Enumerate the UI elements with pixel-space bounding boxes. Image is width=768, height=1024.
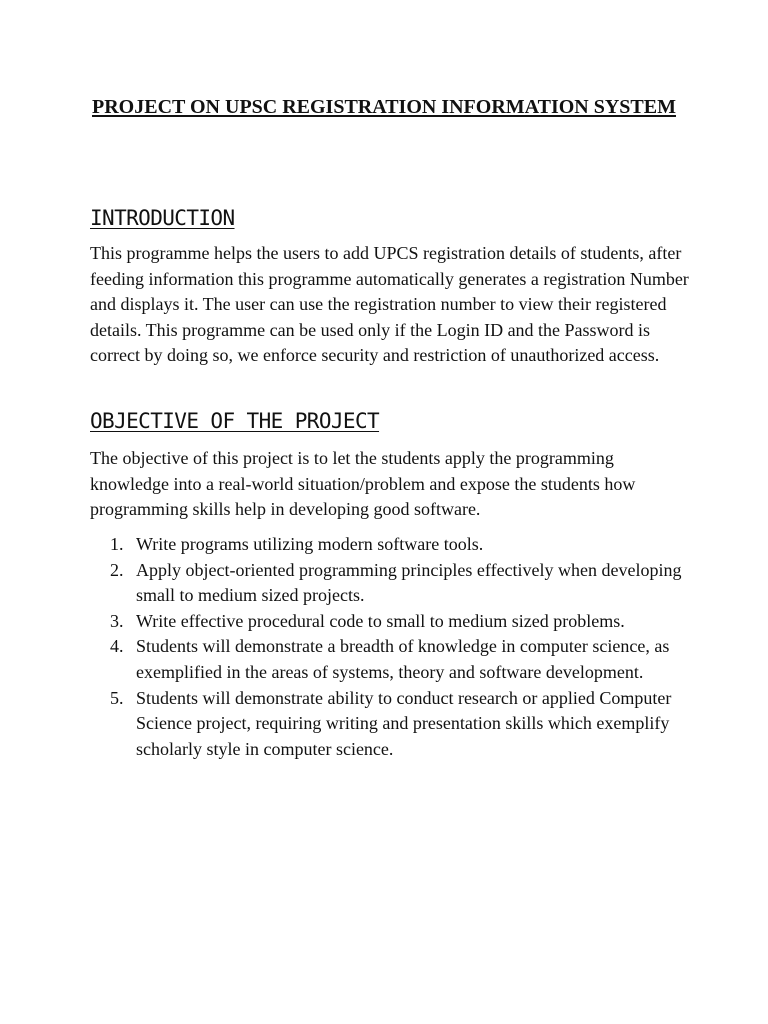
list-item — [90, 558, 690, 609]
list-item-text: Apply object-oriented programming principles effectively when developing small to medium sized projects. — [136, 559, 682, 606]
list-item-text: Students will demonstrate ability to conduct research or applied Computer Science project, requiring writing and presentation skills which exemplify scholarly style in computer science. — [136, 687, 672, 759]
list-item — [90, 686, 690, 763]
list-item-number: 5. — [110, 687, 124, 708]
list-item-text: Students will demonstrate a breadth of knowledge in computer science, as exemplified in the areas of systems, theory and software development. — [136, 636, 670, 682]
list-item — [90, 634, 690, 685]
introduction-heading: INTRODUCTION — [90, 206, 235, 230]
objectives-list — [90, 532, 690, 762]
list-item — [90, 532, 690, 558]
list-item-number: 2. — [110, 559, 124, 580]
list-item-number: 4. — [110, 636, 124, 657]
objective-heading: OBJECTIVE OF THE PROJECT — [90, 409, 380, 433]
objective-paragraph: The objective of this project is to let the students apply the programming knowledge into a real-world situation/problem and expose the students how programming skills help in developing good software. — [90, 448, 636, 520]
list-item — [90, 609, 690, 635]
document-title: PROJECT ON UPSC REGISTRATION INFORMATION SYSTEM — [92, 96, 676, 118]
list-item-text: Write programs utilizing modern software tools. — [136, 534, 484, 554]
introduction-paragraph: This programme helps the users to add UPCS registration details of students, after feeding information this programme automatically generates a registration Number and displays it. The user can use the registration number to view their registered details. This programme can be used only if the Login ID and the Password is correct by doing so, we enforce security and restriction of unauthorized access. — [90, 243, 689, 366]
list-item-number: 3. — [110, 610, 124, 631]
list-item-text: Write effective procedural code to small to medium sized problems. — [136, 610, 625, 631]
list-item-number: 1. — [110, 534, 124, 554]
